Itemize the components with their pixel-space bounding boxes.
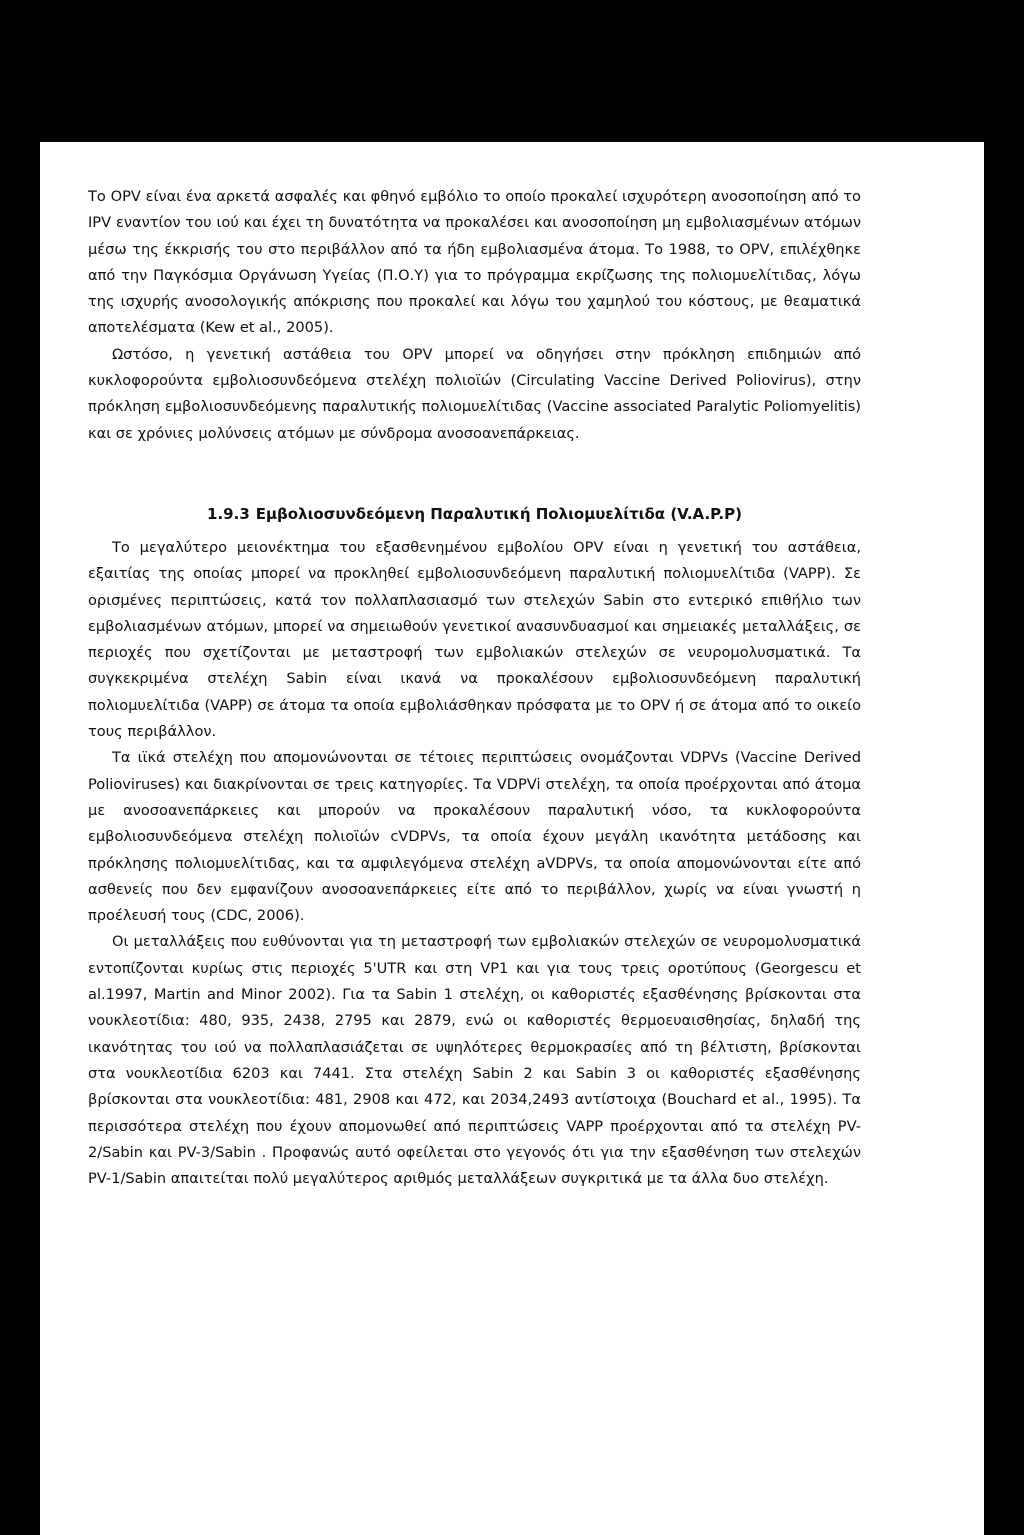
document-page (40, 142, 984, 1535)
section-heading (88, 501, 861, 527)
paragraph-genetic-instability: Ωστόσο, η γενετική αστάθεια του OPV μπορεί να οδηγήσει στην πρόκληση επιδημιών από κυκλοφορούντα εμβολιοσυνδεόμενα στελέχη πολιοϊών (Circulating Vaccine Derived Poliovirus), στην πρόκληση εμβολιοσυνδεόμενης παραλυτικής πολιομυελίτιδας (Vaccine associated Paralytic Poliomyelitis) και σε χρόνιες μολύνσεις ατόμων με σύνδρομα ανοσοανεπάρκειας. (88, 345, 861, 442)
document-content (88, 184, 861, 1192)
section-number: 1.9.3 (207, 504, 250, 523)
paragraph-vapp-disadvantage: Το μεγαλύτερο μειονέκτημα του εξασθενημένου εμβολίου OPV είναι η γενετική του αστάθεια, εξαιτίας της οποίας μπορεί να προκληθεί εμβολιοσυνδεόμενη παραλυτική πολιομυελίτιδα (VAPP). Σε ορισμένες περιπτώσεις, κατά τον πολλαπλασιασμό των στελεχών Sabin στο εντερικό επιθήλιο των εμβολιασμένων ατόμων, μπορεί να σημειωθούν γενετικοί ανασυνδυασμοί και σημειακές μεταλλάξεις, σε περιοχές που σχετίζονται με μεταστροφή των εμβολιακών στελεχών σε νευρομολυσματικά. Τα συγκεκριμένα στελέχη Sabin είναι ικανά να προκαλέσουν εμβολιοσυνδεόμενη παραλυτική πολιομυελίτιδα (VAPP) σε άτομα τα οποία εμβολιάσθηκαν πρόσφατα με το OPV ή σε άτομα από το οικείο τους περιβάλλον. (88, 538, 861, 741)
paragraph-vdpv-categories: Τα ιϊκά στελέχη που απομονώνονται σε τέτοιες περιπτώσεις ονομάζονται VDPVs (Vaccine Derived Polioviruses) και διακρίνονται σε τρεις κατηγορίες. Τα VDPVi στελέχη, τα οποία προέρχονται από άτομα με ανοσοανεπάρκειες και μπορούν να προκαλέσουν παραλυτική νόσο, τα κυκλοφορούντα εμβολιοσυνδεόμενα στελέχη πολιοϊών cVDPVs, τα οποία έχουν μεγάλη ικανότητα μετάδοσης και πρόκλησης πολιομυελίτιδας, και τα αμφιλεγόμενα στελέχη aVDPVs, τα οποία απομονώνονται είτε από ασθενείς που δεν εμφανίζουν ανοσοανεπάρκειες είτε από το περιβάλλον, χωρίς να είναι γνωστή η προέλευσή τους (CDC, 2006). (88, 749, 861, 925)
paragraph-opv-intro: Το OPV είναι ένα αρκετά ασφαλές και φθηνό εμβόλιο το οποίο προκαλεί ισχυρότερη ανοσοποίηση από το IPV εναντίον του ιού και έχει τη δυνατότητα να προκαλέσει και ανοσοποίηση μη εμβολιασμένων ατόμων μέσω της έκκρισής του στο περιβάλλον από τα ήδη εμβολιασμένα άτομα. Το 1988, το OPV, επιλέχθηκε από την Παγκόσμια Οργάνωση Υγείας (Π.Ο.Υ) για το πρόγραμμα εκρίζωσης της πολιομυελίτιδας, λόγω της ισχυρής ανοσολογικής απόκρισης που προκαλεί και λόγω του χαμηλού του κόστους, με θεαματικά αποτελέσματα (Kew et al., 2005). (88, 188, 861, 337)
section-title: Εμβολιοσυνδεόμενη Παραλυτική Πολιομυελίτιδα (V.A.P.P) (255, 504, 742, 523)
paragraph-mutations: Οι μεταλλάξεις που ευθύνονται για τη μεταστροφή των εμβολιακών στελεχών σε νευρομολυσματικά εντοπίζονται κυρίως στις περιοχές 5'UTR και στη VP1 και για τους τρεις οροτύπους (Georgescu et al.1997, Martin and Minor 2002). Για τα Sabin 1 στελέχη, οι καθοριστές εξασθένησης βρίσκονται στα νουκλεοτίδια: 480, 935, 2438, 2795 και 2879, ενώ οι καθοριστές θερμοευαισθησίας, δηλαδή της ικανότητας του ιού να πολλαπλασιάζεται σε υψηλότερες θερμοκρασίες από τη βέλτιστη, βρίσκονται στα νουκλεοτίδια 6203 και 7441. Στα στελέχη Sabin 2 και Sabin 3 οι καθοριστές εξασθένησης βρίσκονται στα νουκλεοτίδια: 481, 2908 και 472, και 2034,2493 αντίστοιχα (Bouchard et al., 1995). Τα περισσότερα στελέχη που έχουν απομονωθεί από περιπτώσεις VAPP προέρχονται από τα στελέχη PV-2/Sabin και PV-3/Sabin . Προφανώς αυτό οφείλεται στο γεγονός ότι για την εξασθένηση των στελεχών PV-1/Sabin απαιτείται πολύ μεγαλύτερος αριθμός μεταλλάξεων συγκριτικά με τα άλλα δυο στελέχη. (88, 933, 861, 1188)
